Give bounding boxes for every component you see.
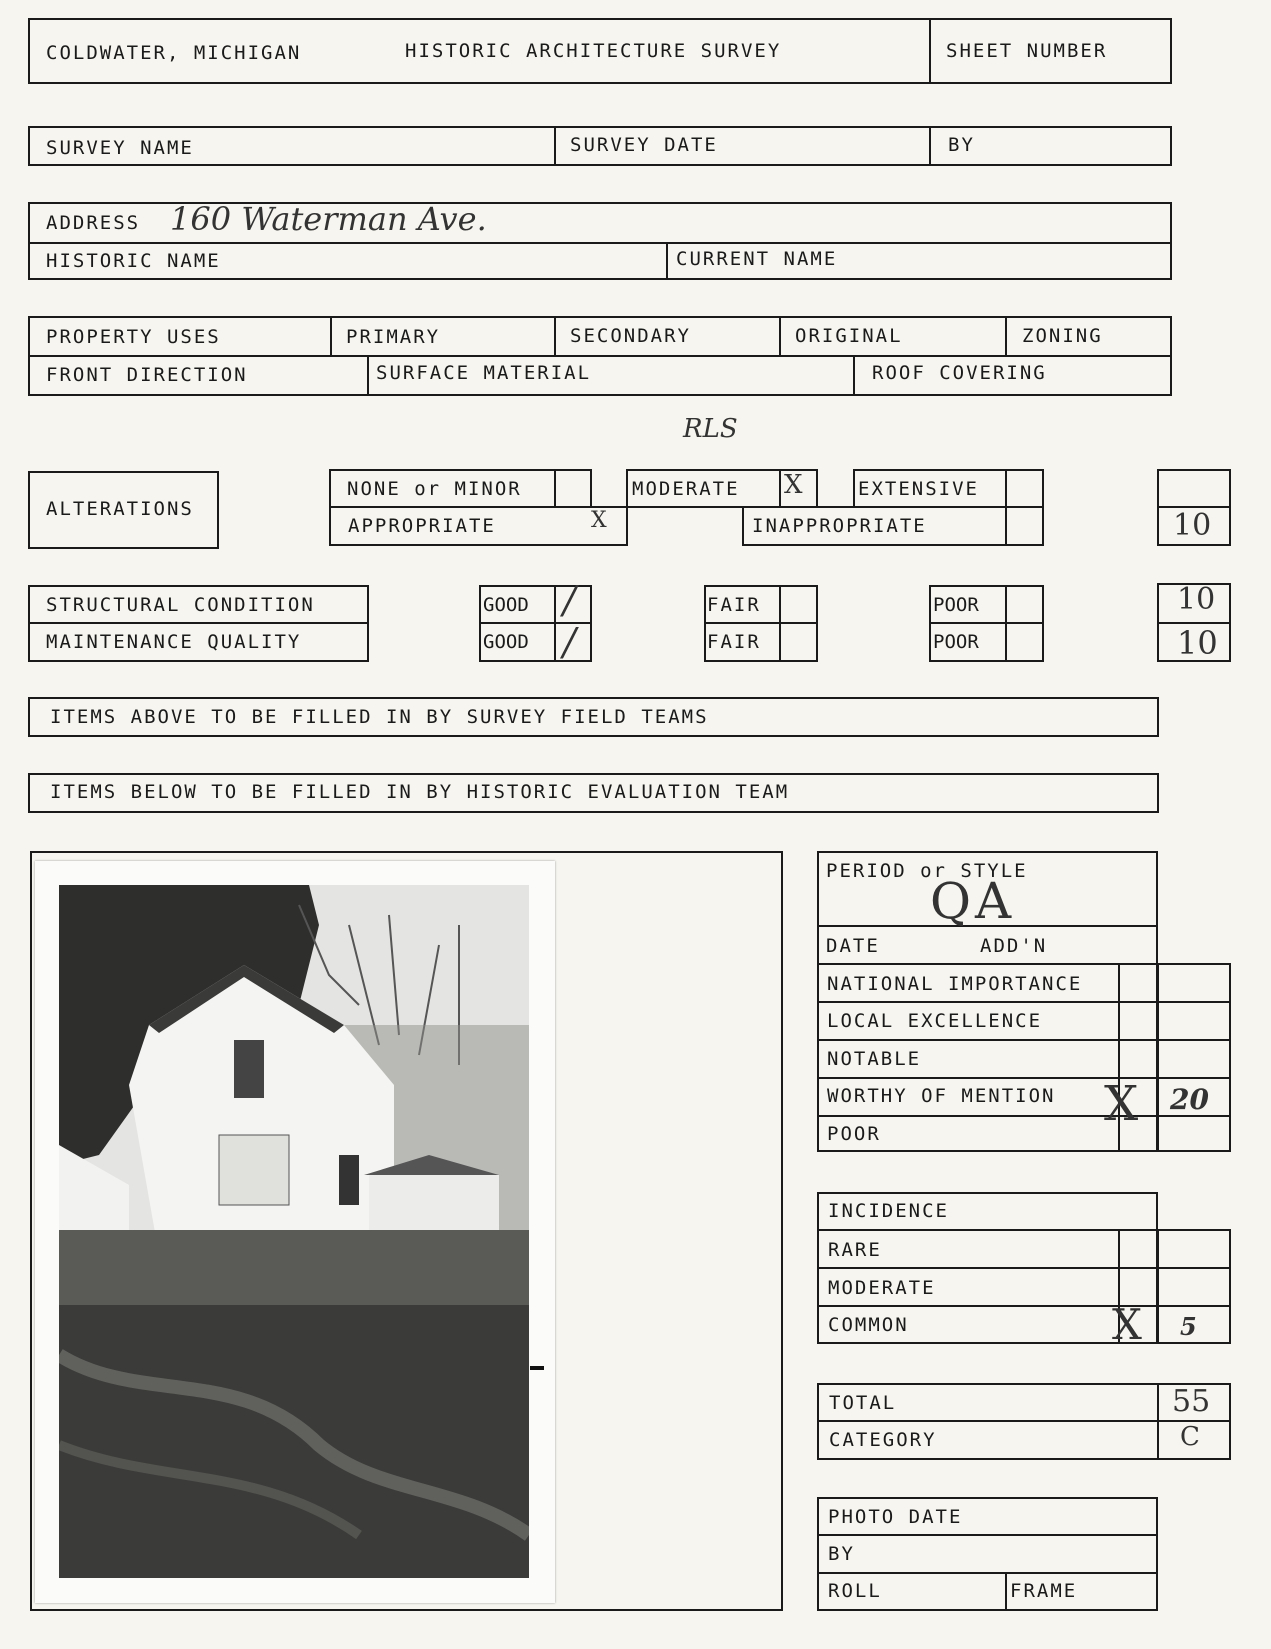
alterations-label: ALTERATIONS xyxy=(46,498,194,520)
common-score: 5 xyxy=(1180,1312,1197,1341)
secondary-label: SECONDARY xyxy=(570,325,691,347)
material-divider-2 xyxy=(853,355,855,396)
common-label: COMMON xyxy=(828,1314,909,1336)
roll-label: ROLL xyxy=(828,1580,882,1602)
local-excellence-label: LOCAL EXCELLENCE xyxy=(827,1010,1043,1032)
maintenance-quality-label: MAINTENANCE QUALITY xyxy=(46,631,302,653)
incidence-moderate-label: MODERATE xyxy=(828,1277,936,1299)
extensive-label: EXTENSIVE xyxy=(858,478,979,500)
survey-date-label: SURVEY DATE xyxy=(570,134,718,156)
maintenance-good-mark: / xyxy=(563,620,576,664)
worthy-check-mark: X xyxy=(1104,1076,1139,1132)
note-below-text: ITEMS BELOW TO BE FILLED IN BY HISTORIC EVALUATION TEAM xyxy=(50,781,790,803)
uses-divider-2 xyxy=(554,316,556,356)
totals-column-divider xyxy=(1157,1383,1159,1460)
photo-by-label: BY xyxy=(828,1543,855,1565)
original-label: ORIGINAL xyxy=(795,325,903,347)
structural-condition-label: STRUCTURAL CONDITION xyxy=(46,594,315,616)
material-divider-1 xyxy=(367,355,369,396)
date-label: DATE xyxy=(826,935,880,957)
fair-divider xyxy=(704,622,818,624)
header-divider xyxy=(929,18,931,84)
notable-label: NOTABLE xyxy=(827,1048,922,1070)
city-label: COLDWATER, MICHIGAN xyxy=(46,42,302,64)
common-check-mark: X xyxy=(1112,1300,1142,1349)
incidence-score-divider xyxy=(1157,1229,1159,1344)
address-value: 160 Waterman Ave. xyxy=(170,200,487,238)
structural-score: 10 xyxy=(1177,582,1216,617)
structural-fair-label: FAIR xyxy=(707,594,761,616)
poor-checkbox-divider xyxy=(1005,585,1007,662)
current-name-label: CURRENT NAME xyxy=(676,248,838,270)
period-style-value: QA xyxy=(930,872,1016,930)
inc-row-0 xyxy=(817,1229,1231,1231)
evaluation-poor-label: POOR xyxy=(827,1123,881,1145)
worthy-score: 20 xyxy=(1170,1083,1209,1116)
alterations-score: 10 xyxy=(1173,508,1212,543)
fair-checkbox-divider xyxy=(779,585,781,662)
primary-label: PRIMARY xyxy=(346,326,441,348)
uses-divider-3 xyxy=(779,316,781,356)
survey-divider-1 xyxy=(554,126,556,166)
zoning-label: ZONING xyxy=(1022,325,1103,347)
sheet-number-label: SHEET NUMBER xyxy=(946,40,1108,62)
alterations-initials: RLS xyxy=(683,414,738,444)
survey-divider-2 xyxy=(929,126,931,166)
extensive-checkbox-divider xyxy=(1005,469,1007,508)
maintenance-good-label: GOOD xyxy=(483,631,529,653)
moderate-checkbox-divider xyxy=(779,469,781,508)
structural-good-mark: / xyxy=(563,578,576,622)
inc-row-1 xyxy=(817,1267,1231,1269)
date-value: ADD'N xyxy=(980,935,1048,957)
maintenance-poor-label: POOR xyxy=(933,631,979,653)
appropriate-label: APPROPRIATE xyxy=(348,515,496,537)
photo-info-row-2 xyxy=(817,1572,1158,1574)
none-checkbox-divider xyxy=(554,469,556,508)
total-value: 55 xyxy=(1172,1384,1211,1419)
roof-covering-label: ROOF COVERING xyxy=(872,362,1047,384)
good-checkbox-divider xyxy=(554,585,556,662)
photo-edge-mark xyxy=(530,1366,544,1370)
address-divider xyxy=(28,242,1172,244)
category-value: C xyxy=(1180,1422,1200,1452)
category-label: CATEGORY xyxy=(829,1429,937,1451)
maintenance-score: 10 xyxy=(1177,624,1218,662)
uses-divider-1 xyxy=(330,316,332,356)
front-direction-label: FRONT DIRECTION xyxy=(46,364,248,386)
uses-divider-4 xyxy=(1005,316,1007,356)
eval-row-1 xyxy=(817,1001,1231,1003)
national-importance-label: NATIONAL IMPORTANCE xyxy=(827,973,1083,995)
totals-divider xyxy=(817,1420,1231,1422)
property-row-divider xyxy=(28,355,1172,357)
condition-label-divider xyxy=(28,622,369,624)
survey-name-label: SURVEY NAME xyxy=(46,137,194,159)
surface-material-label: SURFACE MATERIAL xyxy=(376,362,592,384)
evaluation-score-divider xyxy=(1157,963,1159,1152)
structural-good-label: GOOD xyxy=(483,594,529,616)
worthy-of-mention-label: WORTHY OF MENTION xyxy=(827,1085,1056,1107)
total-label: TOTAL xyxy=(829,1392,897,1414)
eval-row-4 xyxy=(817,1115,1231,1117)
survey-by-label: BY xyxy=(948,134,975,156)
eval-row-2 xyxy=(817,1039,1231,1041)
property-uses-label: PROPERTY USES xyxy=(46,326,221,348)
moderate-label: MODERATE xyxy=(632,478,740,500)
survey-title: HISTORIC ARCHITECTURE SURVEY xyxy=(405,40,782,62)
inappropriate-checkbox-divider xyxy=(1005,506,1007,546)
rare-label: RARE xyxy=(828,1239,882,1261)
structural-poor-label: POOR xyxy=(933,594,979,616)
maintenance-fair-label: FAIR xyxy=(707,631,761,653)
photo-info-row-1 xyxy=(817,1534,1158,1536)
address-label: ADDRESS xyxy=(46,212,141,234)
incidence-label: INCIDENCE xyxy=(828,1200,949,1222)
eval-row-3 xyxy=(817,1077,1231,1079)
none-or-minor-label: NONE or MINOR xyxy=(347,478,522,500)
name-divider xyxy=(666,242,668,280)
inappropriate-label: INAPPROPRIATE xyxy=(752,515,927,537)
appropriate-check-mark: X xyxy=(591,508,607,533)
inc-row-2 xyxy=(817,1305,1231,1307)
poor-divider xyxy=(929,622,1044,624)
frame-label: FRAME xyxy=(1010,1580,1078,1602)
note-above-text: ITEMS ABOVE TO BE FILLED IN BY SURVEY FIELD TEAMS xyxy=(50,706,709,728)
roll-frame-divider xyxy=(1005,1572,1007,1611)
house-photo xyxy=(35,861,555,1603)
photo-date-label: PHOTO DATE xyxy=(828,1506,963,1528)
moderate-check-mark: X xyxy=(784,470,803,500)
historic-name-label: HISTORIC NAME xyxy=(46,250,221,272)
house-photo-image xyxy=(59,885,529,1578)
period-style-label: PERIOD or STYLE xyxy=(826,860,1028,882)
